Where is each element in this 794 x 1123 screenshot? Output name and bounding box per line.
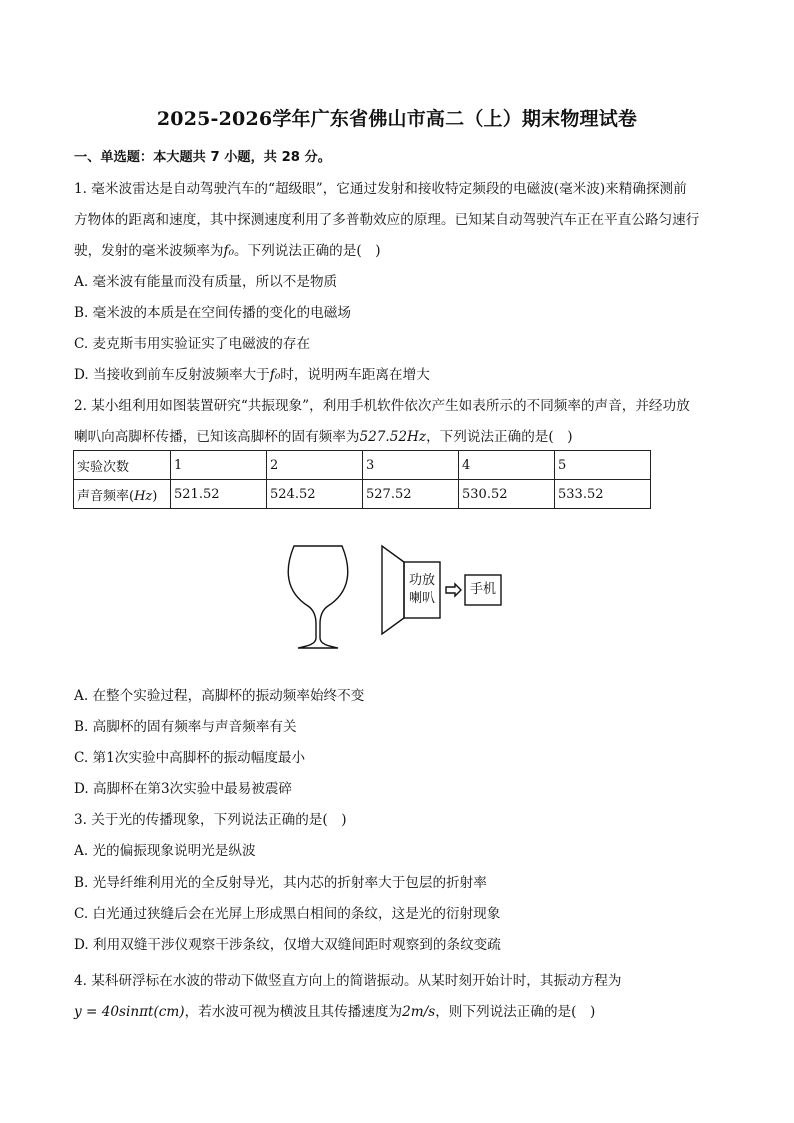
table-cell: 530.52 <box>459 480 555 509</box>
q3-option-c: C. 白光通过狭缝后会在光屏上形成黑白相间的条纹，这是光的衍射现象 <box>74 906 501 922</box>
q4-wave-speed: 2m/s <box>402 1004 436 1020</box>
amplifier-label-line-2: 喇叭 <box>408 591 435 606</box>
q3-option-a: A. 光的偏振现象说明光是纵波 <box>74 843 256 859</box>
table-cell: 4 <box>459 451 555 480</box>
table-header-cell: 实验次数 <box>74 451 171 480</box>
q1-option-d-f0: f₀ <box>269 367 281 383</box>
q1-option-c: C. 麦克斯韦用实验证实了电磁波的存在 <box>74 336 311 352</box>
q1-f0-symbol: f₀ <box>223 243 235 259</box>
table-cell: 533.52 <box>555 480 651 509</box>
question-2 <box>74 391 722 453</box>
table-label-text: 声音频率( <box>77 488 135 504</box>
experiment-diagram <box>280 540 520 660</box>
q1-stem-line-2: 方物体的距离和速度，其中探测速度利用了多普勒效应的原理。已知某自动驾驶汽车正在平直公路匀速行 <box>74 212 700 228</box>
q4-stem-line-2 <box>74 997 722 1028</box>
page-title: 2025-2026学年广东省佛山市高二（上）期末物理试卷 <box>156 108 638 130</box>
table-cell: 521.52 <box>171 480 267 509</box>
q1-stem-line-3 <box>74 236 722 267</box>
amplifier-label <box>404 572 440 608</box>
frequency-table <box>73 450 651 509</box>
q2-stem-end: ，下列说法正确的是( ) <box>426 429 573 445</box>
q2-stem-text: 喇叭向高脚杯传播，已知该高脚杯的固有频率为 <box>74 429 360 445</box>
q2-stem-line-1: 2. 某小组利用如图装置研究“共振现象”，利用手机软件依次产生如表所示的不同频率的声音，并经功放 <box>74 398 690 414</box>
table-label-close: ) <box>152 488 158 504</box>
q1-option-a: A. 毫米波有能量而没有质量，所以不是物质 <box>74 274 338 290</box>
table-cell: 3 <box>363 451 459 480</box>
q2-option-a: A. 在整个实验过程，高脚杯的振动频率始终不变 <box>74 688 365 704</box>
q1-option-d-text: D. 当接收到前车反射波频率大于 <box>74 367 270 383</box>
q3-stem: 3. 关于光的传播现象，下列说法正确的是( ) <box>74 812 347 828</box>
table-label-unit: Hz <box>134 488 153 504</box>
table-cell: 2 <box>267 451 363 480</box>
q1-option-d <box>74 360 722 391</box>
q4-stem-end: ，则下列说法正确的是( ) <box>435 1004 596 1020</box>
table-row <box>74 451 651 480</box>
arrow-left-icon <box>446 584 461 596</box>
q2-option-b: B. 高脚杯的固有频率与声音频率有关 <box>74 719 297 735</box>
question-1 <box>74 174 722 391</box>
q4-equation: y = 40sinπt(cm) <box>74 1004 185 1020</box>
question-4 <box>74 966 722 1028</box>
section-heading: 一、单选题：本大题共 7 小题，共 28 分。 <box>74 150 331 165</box>
q1-stem-line-1: 1. 毫米波雷达是自动驾驶汽车的“超级眼”，它通过发射和接收特定频段的电磁波(毫米波)来精确探测前 <box>74 181 687 197</box>
table-cell: 527.52 <box>363 480 459 509</box>
q2-option-c: C. 第1次实验中高脚杯的振动幅度最小 <box>74 750 306 766</box>
table-header-cell <box>74 480 171 509</box>
q4-stem-line-1: 4. 某科研浮标在水波的带动下做竖直方向上的简谐振动。从某时刻开始计时，其振动方程为 <box>74 973 622 989</box>
q3-option-d: D. 利用双缝干涉仪观察干涉条纹，仅增大双缝间距时观察到的条纹变疏 <box>74 937 501 953</box>
q3-option-b: B. 光导纤维利用光的全反射导光，其内芯的折射率大于包层的折射率 <box>74 875 487 891</box>
table-cell: 524.52 <box>267 480 363 509</box>
q1-stem-end: 。下列说法正确的是( ) <box>234 243 381 259</box>
wine-glass-icon <box>288 546 348 648</box>
q2-stem-line-2 <box>74 422 722 453</box>
table-cell: 5 <box>555 451 651 480</box>
q1-option-b: B. 毫米波的本质是在空间传播的变化的电磁场 <box>74 305 351 321</box>
q1-stem-text: 驶，发射的毫米波频率为 <box>74 243 224 259</box>
q2-option-d: D. 高脚杯在第3次实验中最易被震碎 <box>74 781 293 797</box>
speaker-horn-icon <box>382 546 404 634</box>
q2-natural-frequency: 527.52Hz <box>359 429 427 445</box>
table-row <box>74 480 651 509</box>
amplifier-label-line-1: 功放 <box>408 573 435 588</box>
experiment-figure <box>280 540 520 660</box>
phone-label: 手机 <box>469 582 496 597</box>
q1-option-d-end: 时，说明两车距离在增大 <box>280 367 430 383</box>
table-cell: 1 <box>171 451 267 480</box>
q4-stem-text: ，若水波可视为横波且其传播速度为 <box>184 1004 403 1020</box>
